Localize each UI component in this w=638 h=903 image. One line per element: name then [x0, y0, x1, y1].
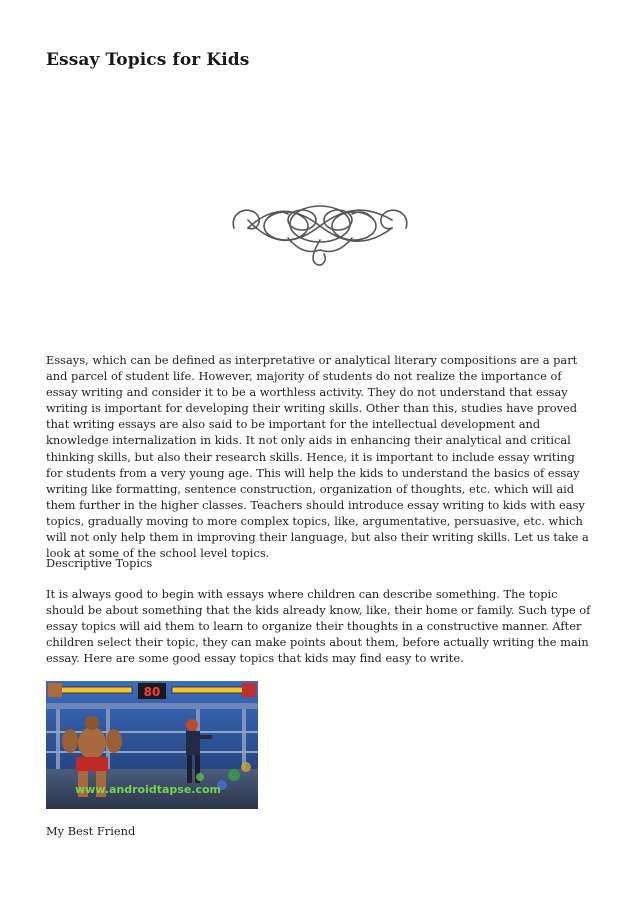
subheading-best-friend: My Best Friend — [46, 824, 136, 838]
page-title: Essay Topics for Kids — [46, 50, 250, 70]
section-heading-descriptive: Descriptive Topics — [46, 556, 153, 570]
decorative-flourish — [228, 190, 412, 274]
round-timer: 80 — [143, 685, 161, 699]
descriptive-paragraph: It is always good to begin with essays where children can describe something. The topic should be about something that the kids already know, like, their home or family. Such type of essay topics will aid them to learn to organize their thoughts in a constructive manner. After children select their topic, they can make points about them, before actually writing the main essay. Here are some good essay topics that kids may find easy to write. — [46, 587, 591, 666]
watermark-text: www.androidtapse.com — [75, 783, 221, 796]
intro-paragraph: Essays, which can be defined as interpretative or analytical literary compositions are a part and parcel of student life. However, majority of students do not realize the importance of essay writing and consider it to be a worthless activity. They do not understand that essay writing is important for developing their writing skills. Other than this, studies have proved that writing essays are also said to be important for the intellectual development and knowledge internalization in kids. It not only aids in enhancing their analytical and critical thinking skills, but also their research skills. Hence, it is important to include essay writing for students from a very young age. This will help the kids to understand the basics of essay writing like formatting, sentence construction, organization of thoughts, etc. which will aid them further in the higher classes. Teachers should introduce essay writing to kids with easy topics, gradually moving to more complex topics, like, argumentative, persuasive, etc. which will not only help them in improving their language, but also their writing skills. Let us take a look at some of the school level topics. — [46, 353, 589, 561]
game-screenshot-image — [46, 681, 258, 809]
fighting-game-scene — [46, 681, 258, 809]
